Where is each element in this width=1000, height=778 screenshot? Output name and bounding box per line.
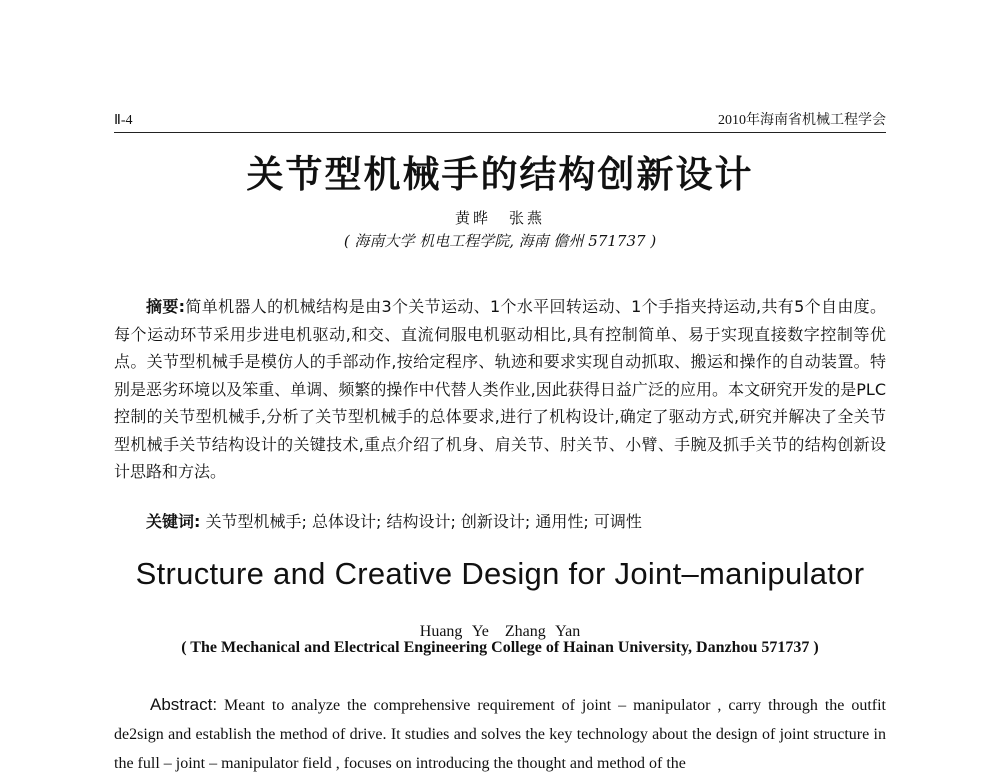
english-abstract <box>114 690 886 778</box>
english-affiliation: ( The Mechanical and Electrical Engineering College of Hainan University, Danzhou 571737 ) <box>181 639 819 656</box>
chinese-affiliation: ( 海南大学 机电工程学院, 海南 儋州 571737 ) <box>343 232 657 250</box>
english-abstract-text: Meant to analyze the comprehensive requirement of joint – manipulator , carry through the outfit de2sign and establish the method of drive. It studies and solves the key technology about the design of joint structure in the full – joint – manipulator field , focuses on introducing the thought and method of the <box>114 697 887 772</box>
chinese-title: 关节型机械手的结构创新设计 <box>246 153 754 196</box>
running-header <box>114 110 886 133</box>
journal-name: 2010年海南省机械工程学会 <box>718 113 886 128</box>
english-title: Structure and Creative Design for Joint–manipulator <box>135 556 865 591</box>
chinese-abstract-label: 摘要: <box>146 297 186 316</box>
english-abstract-label: Abstract: <box>150 695 218 714</box>
chinese-keywords <box>146 508 886 535</box>
chinese-abstract-text: 简单机器人的机械结构是由3个关节运动、1个水平回转运动、1个手指夹持运动,共有5个自由度。每个运动环节采用步进电机驱动,和交、直流伺服电机驱动相比,具有控制简单、易于实现直接数字控制等优点。关节型机械手是模仿人的手部动作,按给定程序、轨迹和要求实现自动抓取、搬运和操作的自动装置。特别是恶劣环境以及笨重、单调、频繁的操作中代替人类作业,因此获得日益广泛的应用。本文研究开发的是PLC 控制的关节型机械手,分析了关节型机械手的总体要求,进行了机构设计,确定了驱动方式,研究并解决了全关节型机械手关节结构设计的关键技术,重点介绍了机身、肩关节、肘关节、小臂、手腕及抓手关节的结构创新设计思路和方法。 <box>114 297 886 481</box>
chinese-keywords-label: 关键词: <box>146 512 201 531</box>
chinese-authors: 黄晔 张燕 <box>454 209 545 227</box>
chinese-keywords-text: 关节型机械手; 总体设计; 结构设计; 创新设计; 通用性; 可调性 <box>205 512 642 531</box>
chinese-abstract <box>114 293 886 486</box>
page-number: Ⅱ-4 <box>114 113 133 128</box>
english-authors: Huang Ye Zhang Yan <box>419 623 581 640</box>
